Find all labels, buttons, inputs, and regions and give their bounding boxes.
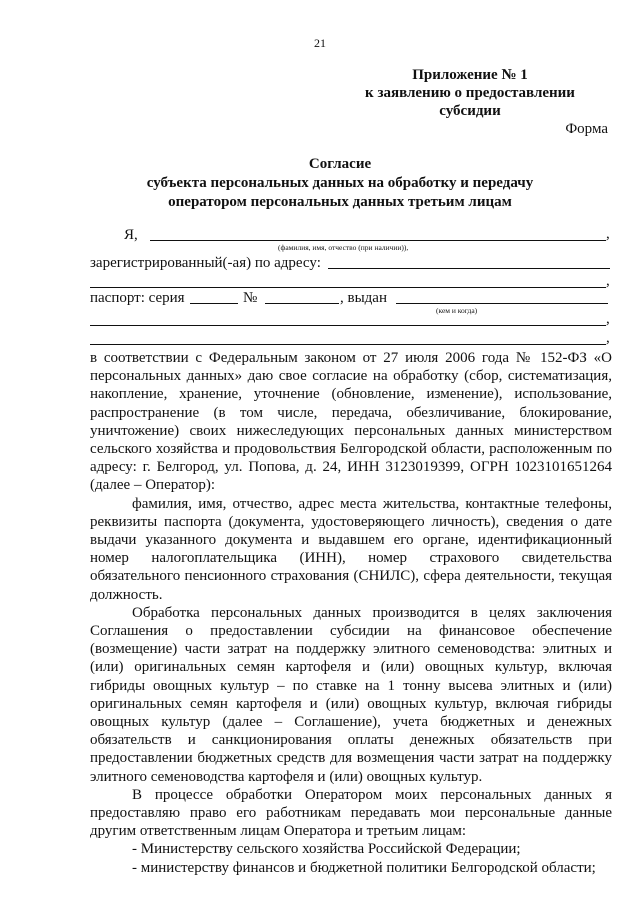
list-item-1: - Министерству сельского хозяйства Российской Федерации;	[132, 841, 521, 858]
fio-field[interactable]	[150, 240, 606, 241]
list-item-2: - министерству финансов и бюджетной политики Белгородской области;	[132, 859, 596, 876]
issued-label: , выдан	[340, 290, 387, 306]
address-label: зарегистрированный(-ая) по адресу:	[90, 255, 321, 271]
issued-comma-2: ,	[606, 330, 610, 346]
body-paragraph-4: В процессе обработки Оператором моих персональных данных я предоставляю право его работникам передавать мои персональные данные другим ответственным лицам Оператора и третьим лицам:	[90, 786, 612, 840]
passport-series-label: паспорт: серия	[90, 290, 185, 306]
issued-hint: (кем и когда)	[436, 306, 478, 315]
address-field-line-2[interactable]	[90, 287, 606, 288]
body-paragraph-3: Обработка персональных данных производится в целях заключения Соглашения о предоставлении субсидии на финансовое обеспечение (возмещение) части затрат на поддержку элитного семеноводства: элитных и (или) оригинальных семян картофеля и (или) овощных культур, включая гибриды овощных культур – по ставке на 1 тонну высева элитных и (или) оригинальных семян картофеля и (или) овощных культур, включая гибриды овощных культур (далее – Соглашение), учета бюджетных и денежных обязательств и санкционирования оплаты денежных обязательств при предоставлении бюджетных средств для возмещения части затрат на поддержку элитного семеноводства картофеля и (или) овощных культур.	[90, 604, 612, 785]
fio-hint: (фамилия, имя, отчество (при наличии)),	[278, 243, 409, 252]
body-paragraph-2: фамилия, имя, отчество, адрес места жительства, контактные телефоны, реквизиты паспорта (документа, удостоверяющего личность), сведения о дате выдачи указанного документа и выдавшем его органе, идентификационный номер налогоплательщика (ИНН), номер страхового свидетельства обязательного пенсионного страхования (СНИЛС), сфера деятельности, текущая должность.	[90, 495, 612, 603]
page-number: 21	[314, 36, 326, 50]
appendix-header	[350, 66, 590, 120]
title-line-3: оператором персональных данных третьим лицам	[168, 194, 512, 210]
title-line-2: субъекта персональных данных на обработку и передачу	[146, 175, 534, 191]
issued-comma-1: ,	[606, 311, 610, 327]
body-paragraph-1: в соответствии с Федеральным законом от 27 июля 2006 года № 152-ФЗ «О персональных данных» даю свое согласие на обработку (сбор, систематизация, накопление, хранение, уточнение (обновление, изменение), использование, распространение (в том числе, передача, обезличивание, блокирование, уничтожение) своих нижеследующих персональных данных министерством сельского хозяйства и продовольствия Белгородской области, расположенным по адресу: г. Белгород, ул. Попова, д. 24, ИНН 3123019399, ОГРН 1023101651264 (далее – Оператор):	[90, 350, 612, 494]
appendix-line-1: Приложение № 1	[412, 67, 528, 83]
title-line-1: Согласие	[308, 156, 372, 172]
passport-number-label: №	[243, 290, 258, 306]
issued-field[interactable]	[396, 303, 608, 304]
issued-field-line-3[interactable]	[90, 344, 606, 345]
issued-field-line-2[interactable]	[90, 325, 606, 326]
address-comma: ,	[606, 273, 610, 289]
document-title	[80, 155, 600, 212]
appendix-line-3: субсидии	[439, 103, 501, 119]
fio-comma: ,	[606, 226, 610, 242]
appendix-line-2: к заявлению о предоставлении	[365, 85, 575, 101]
address-field[interactable]	[328, 268, 610, 269]
ya-label: Я,	[124, 227, 138, 243]
form-label: Форма	[565, 121, 608, 137]
consent-body	[90, 349, 612, 877]
passport-series-field[interactable]	[190, 303, 238, 304]
passport-number-field[interactable]	[265, 303, 339, 304]
